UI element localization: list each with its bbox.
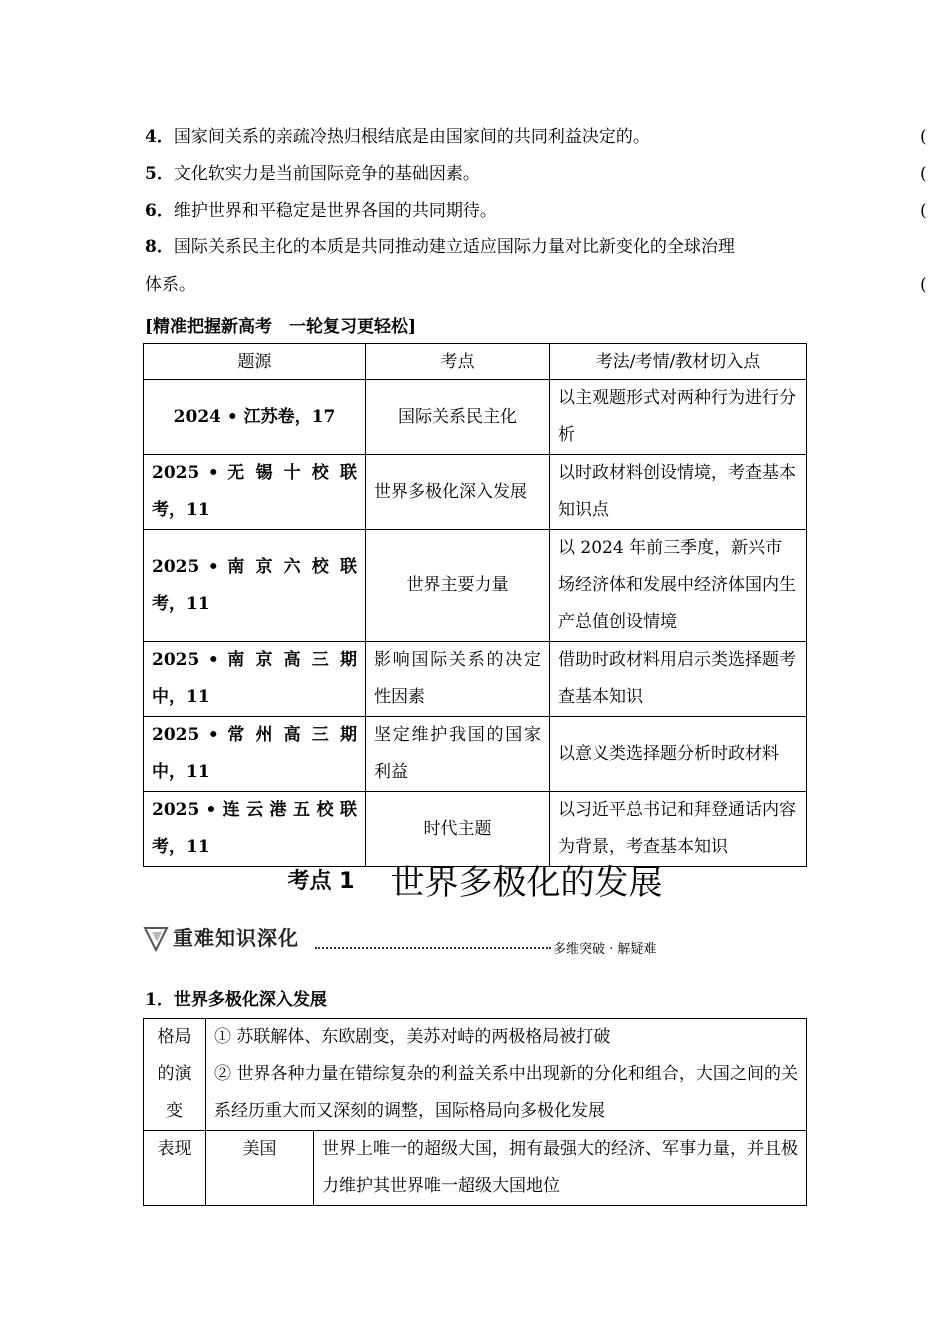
method-cell: 借助时政材料用启示类选择题考查基本知识 [550, 642, 807, 717]
answer-paren-5: ( [920, 164, 927, 184]
statement-4: 4．国家间关系的亲疏冷热归根结底是由国家间的共同利益决定的。 [145, 127, 650, 147]
method-cell: 以意义类选择题分析时政材料 [550, 717, 807, 792]
statement-8: 8．国际关系民主化的本质是共同推动建立适应国际力量对比新变化的全球治理 [145, 237, 735, 257]
source-cell: 2025 • 南 京 高 三 期 中，11 [144, 642, 366, 717]
source-cell: 2025 • 南 京 六 校 联 考，11 [144, 530, 366, 642]
topic-cell: 世界多极化深入发展 [366, 455, 550, 530]
multipolarity-table [143, 1018, 807, 1206]
statement-6: 6．维护世界和平稳定是世界各国的共同期待。 [145, 201, 497, 221]
source-cell: 2025 • 无 锡 十 校 联 考，11 [144, 455, 366, 530]
triangle-marker-icon [143, 924, 171, 954]
row-content-cell: 世界上唯一的超级大国，拥有最强大的经济、军事力量，并且极力维护其世界唯一超级大国地位 [314, 1131, 807, 1206]
header-topic: 考点 [366, 344, 550, 380]
answer-paren-4: ( [920, 127, 927, 147]
header-method: 考法/考情/教材切入点 [550, 344, 807, 380]
method-cell: 以习近平总书记和拜登通话内容为背景，考查基本知识 [550, 792, 807, 867]
topic-cell: 影响国际关系的决定性因素 [366, 642, 550, 717]
exam-source-table [143, 343, 807, 867]
table-row [144, 1019, 807, 1131]
source-cell: 2024 • 江苏卷，17 [144, 380, 366, 455]
table-row [144, 455, 807, 530]
table-row [144, 1131, 807, 1206]
answer-paren-8: ( [920, 275, 927, 295]
method-cell: 以主观题形式对两种行为进行分析 [550, 380, 807, 455]
section-label: 考点 1 [287, 869, 355, 894]
topic-cell: 国际关系民主化 [366, 380, 550, 455]
table-header-row [144, 344, 807, 380]
topic-cell: 时代主题 [366, 792, 550, 867]
row-subkey-cell: 美国 [206, 1131, 314, 1206]
method-cell: 以 2024 年前三季度，新兴市场经济体和发展中经济体国内生产总值创设情境 [550, 530, 807, 642]
answer-paren-6: ( [920, 201, 927, 221]
section-main-title: 世界多极化的发展 [390, 863, 663, 903]
row-content-cell: ① 苏联解体、东欧剧变，美苏对峙的两极格局被打破 ② 世界各种力量在错综复杂的利益关系中出现新的分化和组合，大国之间的关系经历重大而又深刻的调整，国际格局向多极化发展 [206, 1019, 807, 1131]
table-row [144, 530, 807, 642]
table-row [144, 380, 807, 455]
source-cell: 2025 • 常 州 高 三 期 中，11 [144, 717, 366, 792]
row-key-cell: 表现 [144, 1131, 206, 1206]
topic-cell: 世界主要力量 [366, 530, 550, 642]
subsection-heading: 1．世界多极化深入发展 [145, 990, 327, 1010]
header-source: 题源 [144, 344, 366, 380]
table-row [144, 642, 807, 717]
banner-heading: 重难知识深化 [173, 926, 299, 950]
banner-subtitle: 多维突破 · 解疑难 [553, 942, 657, 957]
key-knowledge-banner [143, 920, 657, 960]
statement-5: 5．文化软实力是当前国际竞争的基础因素。 [145, 164, 480, 184]
method-cell: 以时政材料创设情境，考查基本知识点 [550, 455, 807, 530]
row-key-cell: 格局的演变 [144, 1019, 206, 1131]
banner-dotted-rule [315, 947, 551, 949]
statement-8-cont: 体系。 [145, 275, 196, 295]
section-tagline: [精准把握新高考 一轮复习更轻松] [145, 317, 417, 337]
source-cell: 2025 • 连 云 港 五 校 联 考，11 [144, 792, 366, 867]
table-row [144, 717, 807, 792]
topic-cell: 坚定维护我国的国家利益 [366, 717, 550, 792]
section-title [0, 855, 950, 904]
